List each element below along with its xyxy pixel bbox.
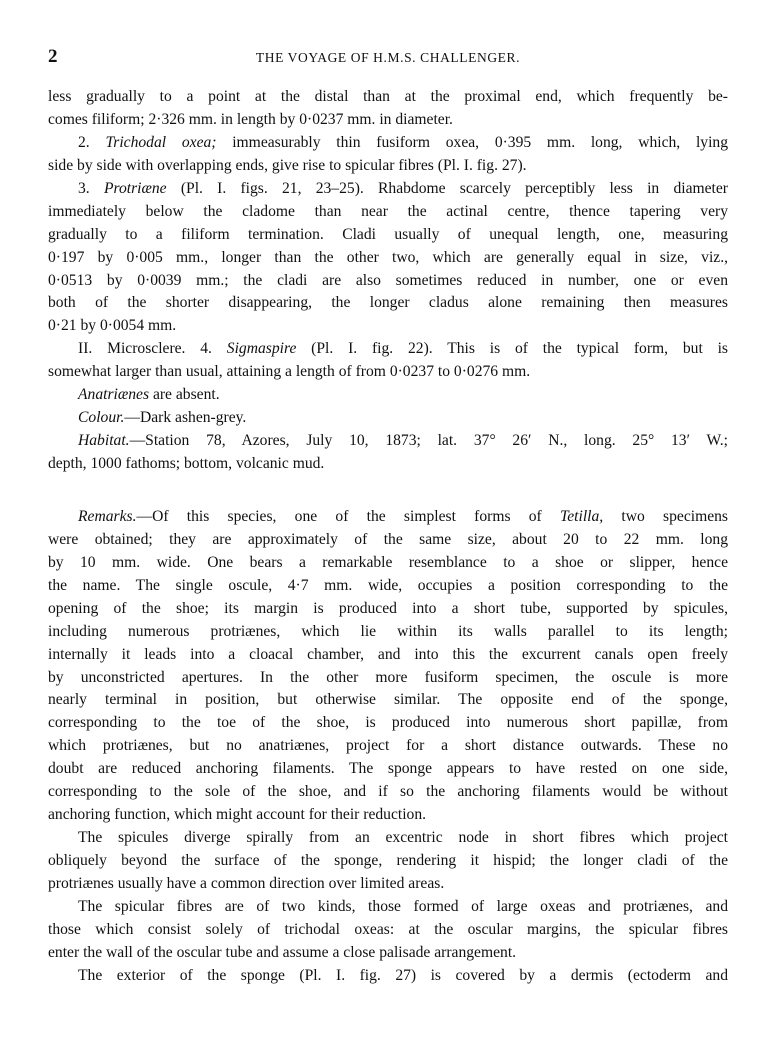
section-gap (48, 476, 728, 506)
text-line: 0·0513 by 0·0039 mm.; the cladi are also sometimes reduced in number, one or even (48, 271, 728, 289)
genus-italic: Tetilla, (560, 507, 604, 525)
text-line: both of the shorter disappearing, the longer cladus alone remaining then measures (48, 294, 728, 312)
text-line: gradually to a filiform termination. Cladi usually of unequal length, one, measuring (48, 225, 728, 243)
text-line: Habitat.—Station 78, Azores, July 10, 1873; lat. 37° 26′ N., long. 25° 13′ W.; (78, 432, 728, 450)
text-line: Colour.—Dark ashen-grey. (78, 409, 247, 427)
text-line: obliquely beyond the surface of the sponge, rendering it hispid; the longer cladi of the (48, 852, 728, 869)
text-line: less gradually to a point at the distal than at the proximal end, which frequently be- (48, 88, 728, 105)
text-line: nearly terminal in position, but otherwise similar. The opposite end of the sponge, (48, 691, 728, 709)
item-number: 2. (78, 133, 90, 151)
text-line: internally it leads into a cloacal chamber, and into this the excurrent canals open freely (48, 645, 728, 663)
page-number: 2 (48, 46, 58, 67)
text-line: anchoring function, which might account for their reduction. (48, 806, 427, 824)
term-italic: Sigmaspire (226, 340, 297, 358)
term-italic: Habitat. (78, 432, 130, 450)
item-number: 3. (78, 179, 90, 197)
text-line: opening of the shoe; its margin is produced into a short tube, supported by spicules, (48, 599, 728, 617)
page-header (48, 46, 728, 70)
term-italic: Remarks. (78, 507, 137, 525)
text-line: protriænes usually have a common direction over limited areas. (48, 874, 445, 892)
text-line: side by side with overlapping ends, give rise to spicular fibres (Pl. I. fig. 27). (48, 156, 527, 174)
text-line: The spicular fibres are of two kinds, those formed of large oxeas and protriænes, and (78, 897, 728, 915)
term-italic: Trichodal oxea; (105, 133, 217, 151)
text-line: those which consist solely of trichodal oxeas: at the oscular margins, the spicular fibres (48, 920, 728, 938)
body-text (48, 86, 728, 988)
text-line: 2. Trichodal oxea; immeasurably thin fusiform oxea, 0·395 mm. long, which, lying (78, 133, 728, 151)
text-line: doubt are reduced anchoring filaments. The sponge appears to have rested on one side, (48, 760, 728, 778)
text-line: Remarks.—Of this species, one of the simplest forms of Tetilla, two specimens (78, 507, 729, 525)
text-line: the name. The single oscule, 4·7 mm. wide, occupies a position corresponding to the (48, 576, 728, 594)
text-line: immediately below the cladome than near the actinal centre, thence tapering very (48, 202, 728, 220)
text-line: by unconstricted apertures. In the other more fusiform specimen, the oscule is more (48, 668, 728, 686)
text-line: somewhat larger than usual, attaining a length of from 0·0237 to 0·0276 mm. (48, 363, 531, 381)
term-italic: Protriæne (103, 179, 167, 197)
term-italic: Anatriænes (78, 386, 150, 404)
text-line: including numerous protriænes, which lie within its walls parallel to its length; (48, 622, 728, 640)
text-line: The spicules diverge spirally from an excentric node in short fibres which project (78, 829, 728, 847)
text-line: 0·21 by 0·0054 mm. (48, 317, 177, 335)
text-line: by 10 mm. wide. One bears a remarkable resemblance to a shoe or slipper, hence (48, 553, 728, 571)
term-italic: Colour. (78, 409, 125, 427)
text-line: which protriænes, but no anatriænes, project for a short distance outwards. These no (48, 737, 728, 755)
text-line: comes filiform; 2·326 mm. in length by 0·0237 mm. in diameter. (48, 110, 453, 128)
text-line: corresponding to the toe of the shoe, is produced into numerous short papillæ, from (48, 714, 728, 732)
text-line: 0·197 by 0·005 mm., longer than the other two, which are generally equal in size, viz., (48, 248, 728, 266)
text-line: depth, 1000 fathoms; bottom, volcanic mud. (48, 455, 325, 472)
text-line: 3. Protriæne (Pl. I. figs. 21, 23–25). Rhabdome scarcely perceptibly less in diameter (78, 179, 728, 197)
text-line: corresponding to the sole of the shoe, and if so the anchoring filaments would be without (48, 783, 728, 801)
text-line: Anatriænes are absent. (78, 386, 220, 404)
text-line: were obtained; they are approximately of the same size, about 20 to 22 mm. long (48, 530, 728, 548)
text-line: enter the wall of the oscular tube and assume a close palisade arrangement. (48, 943, 517, 961)
text-line: The exterior of the sponge (Pl. I. fig. 27) is covered by a dermis (ectoderm and (78, 966, 728, 984)
text-line: II. Microsclere. 4. Sigmaspire (Pl. I. fig. 22). This is of the typical form, but is (78, 340, 728, 358)
running-title: THE VOYAGE OF H.M.S. CHALLENGER. (255, 50, 521, 65)
